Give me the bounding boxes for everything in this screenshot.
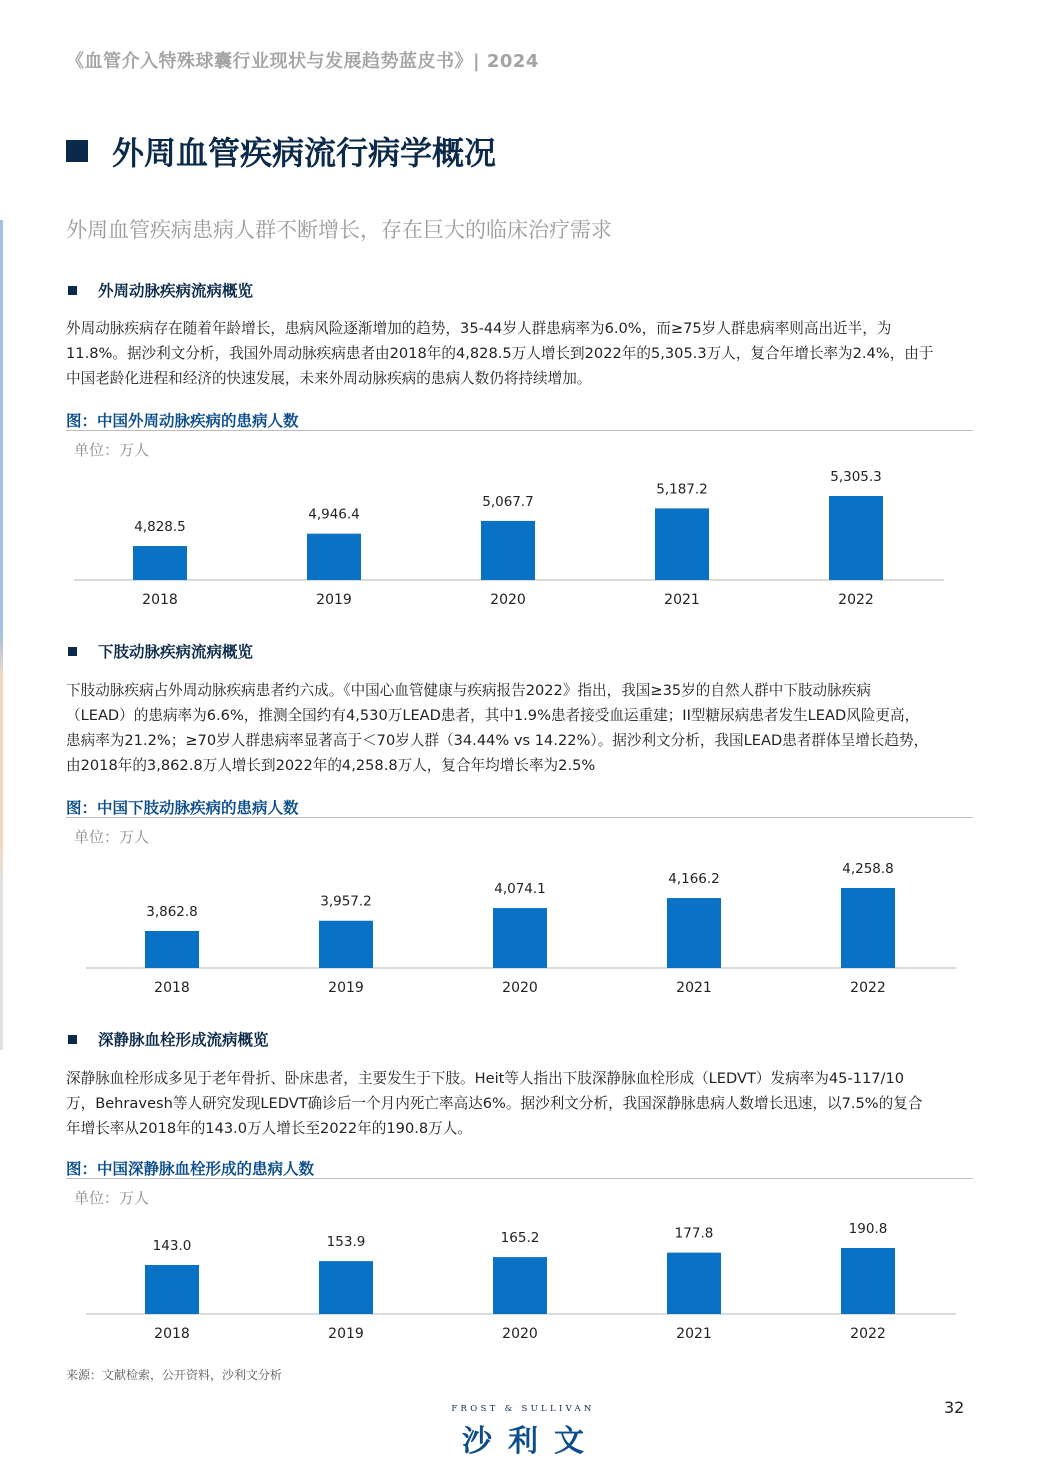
- unit-label: 单位：万人: [74, 828, 150, 846]
- x-tick-label: 2018: [154, 1326, 190, 1342]
- paragraph-line: 年增长率从2018年的143.0万人增长至2022年的190.8万人。: [66, 1120, 472, 1137]
- page-number: 32: [944, 1398, 965, 1417]
- paragraph-line: 11.8%。据沙利文分析，我国外周动脉疾病患者由2018年的4,828.5万人增长到2022年的5,305.3万人，复合年增长率为2.4%，由于: [66, 345, 934, 362]
- subsection-heading-text: 外周动脉疾病流病概览: [98, 282, 254, 300]
- data-label: 190.8: [848, 1221, 888, 1237]
- subsection-heading-text: 深静脉血栓形成流病概览: [98, 1031, 269, 1049]
- x-tick-label: 2020: [490, 592, 526, 608]
- x-tick-label: 2020: [502, 1326, 538, 1342]
- bar-2019: [319, 1261, 373, 1314]
- data-label: 4,828.5: [134, 519, 186, 535]
- x-tick-label: 2019: [328, 980, 364, 996]
- x-tick-label: 2018: [142, 592, 178, 608]
- data-label: 5,187.2: [656, 481, 708, 498]
- paragraph-peripheral-artery: [66, 316, 976, 391]
- logo-english: FROST & SULLIVAN: [451, 1404, 595, 1414]
- bar-2022: [841, 888, 895, 968]
- paragraph-line: （LEAD）的患病率为6.6%，推测全国约有4,530万LEAD患者，其中1.9%患者接受血运重建；II型糖尿病患者发生LEAD风险更高，: [66, 707, 920, 724]
- bar-2021: [667, 1253, 721, 1314]
- subsection-bullet: [68, 647, 77, 656]
- bar-2020: [493, 1257, 547, 1314]
- section-title: [66, 128, 496, 174]
- subsection-heading-dvt: [68, 1028, 269, 1050]
- x-tick-label: 2022: [838, 592, 874, 608]
- x-tick-label: 2022: [850, 1326, 886, 1342]
- figure-rule: [66, 430, 973, 431]
- x-tick-label: 2020: [502, 980, 538, 996]
- data-label: 143.0: [152, 1238, 192, 1254]
- figure-title: 图：中国深静脉血栓形成的患病人数: [66, 1160, 315, 1178]
- bar-2022: [841, 1248, 895, 1314]
- data-label: 4,258.8: [842, 861, 894, 877]
- bar-2019: [307, 534, 361, 580]
- subsection-bullet: [68, 286, 77, 295]
- data-label: 5,305.3: [830, 469, 882, 485]
- bar-chart-lower-limb-artery: [0, 850, 1039, 1010]
- data-label: 5,067.7: [482, 493, 534, 510]
- bar-2018: [133, 546, 187, 580]
- data-label: 4,946.4: [308, 506, 360, 523]
- x-tick-label: 2019: [316, 592, 352, 608]
- figure-title: 图：中国外周动脉疾病的患病人数: [66, 412, 299, 430]
- x-tick-label: 2019: [328, 1326, 364, 1342]
- bar-2018: [145, 1265, 199, 1314]
- paragraph-line: 万，Behravesh等人研究发现LEDVT确诊后一个月内死亡率高达6%。据沙利文分析，我国深静脉患病人数增长迅速，以7.5%的复合: [66, 1095, 923, 1112]
- data-label: 3,957.2: [320, 893, 372, 910]
- x-tick-label: 2022: [850, 980, 886, 996]
- bar-chart-peripheral-artery: [0, 460, 1039, 620]
- running-header: 《血管介入特殊球囊行业现状与发展趋势蓝皮书》| 2024: [66, 51, 539, 72]
- subsection-heading-lower-limb-artery: [68, 640, 253, 662]
- paragraph-line: 中国老龄化进程和经济的快速发展，未来外周动脉疾病的患病人数仍将持续增加。: [66, 370, 592, 387]
- logo-chinese: 沙利文: [462, 1424, 600, 1459]
- data-label: 4,074.1: [494, 881, 546, 898]
- bar-2019: [319, 921, 373, 968]
- x-tick-label: 2021: [676, 1326, 712, 1342]
- data-label: 153.9: [326, 1234, 366, 1251]
- frost-sullivan-logo: [440, 1404, 606, 1460]
- bar-2021: [655, 508, 709, 580]
- source-note: 来源：文献检索，公开资料，沙利文分析: [66, 1368, 283, 1382]
- paragraph-line: 患病率为21.2%；≥70岁人群患病率显著高于＜70岁人群（34.44% vs 14.22%）。据沙利文分析，我国LEAD患者群体呈增长趋势，: [66, 732, 929, 749]
- x-tick-label: 2018: [154, 980, 190, 996]
- subsection-heading-text: 下肢动脉疾病流病概览: [98, 643, 254, 661]
- bar-2021: [667, 898, 721, 968]
- subsection-heading-peripheral-artery: [68, 279, 253, 301]
- figure-title: 图：中国下肢动脉疾病的患病人数: [66, 799, 299, 817]
- section-subtitle: 外周血管疾病患病人群不断增长，存在巨大的临床治疗需求: [66, 218, 612, 242]
- paragraph-line: 外周动脉疾病存在随着年龄增长，患病风险逐渐增加的趋势，35-44岁人群患病率为6.0%，而≥75岁人群患病率则高出近半，为: [66, 320, 892, 337]
- figure-rule: [66, 817, 973, 818]
- section-title-text: 外周血管疾病流行病学概况: [112, 134, 497, 172]
- data-label: 177.8: [674, 1225, 714, 1242]
- paragraph-line: 由2018年的3,862.8万人增长到2022年的4,258.8万人，复合年均增长率为2.5%: [66, 757, 596, 774]
- unit-label: 单位：万人: [74, 441, 150, 459]
- unit-label: 单位：万人: [74, 1189, 150, 1207]
- bar-2022: [829, 496, 883, 580]
- paragraph-line: 深静脉血栓形成多见于老年骨折、卧床患者，主要发生于下肢。Heit等人指出下肢深静脉血栓形成（LEDVT）发病率为45-117/10: [66, 1070, 905, 1087]
- paragraph-dvt: [66, 1066, 976, 1141]
- figure-rule: [66, 1178, 973, 1179]
- bar-chart-dvt: [0, 1210, 1039, 1350]
- data-label: 165.2: [500, 1230, 540, 1247]
- subsection-bullet: [68, 1035, 77, 1044]
- bar-2020: [481, 521, 535, 580]
- paragraph-line: 下肢动脉疾病占外周动脉疾病患者约六成。《中国心血管健康与疾病报告2022》指出，我国≥35岁的自然人群中下肢动脉疾病: [66, 682, 871, 699]
- data-label: 4,166.2: [668, 871, 720, 888]
- paragraph-lower-limb-artery: [66, 678, 976, 778]
- bar-2018: [145, 931, 199, 968]
- title-square-bullet: [66, 140, 88, 162]
- bar-2020: [493, 908, 547, 968]
- data-label: 3,862.8: [146, 904, 198, 920]
- x-tick-label: 2021: [676, 980, 712, 996]
- x-tick-label: 2021: [664, 592, 700, 608]
